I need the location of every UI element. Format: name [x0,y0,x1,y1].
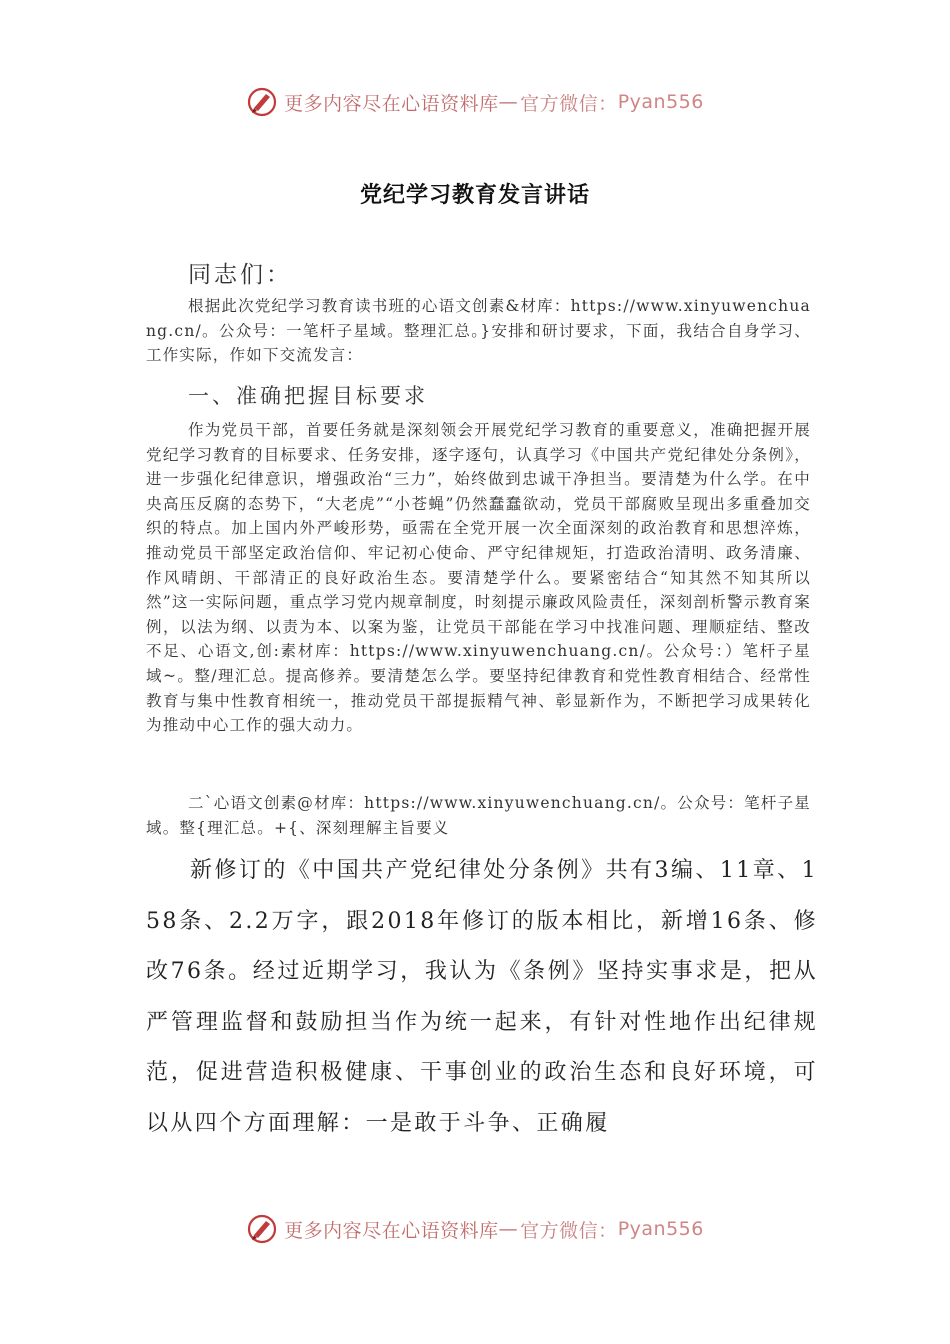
banner-wechat-id: Pyan556 [617,1218,704,1240]
section-1-paragraph: 作为党员干部，首要任务就是深刻领会开展党纪学习教育的重要意义，准确把握开展党纪学习教育的目标要求、任务安排，逐字逐句，认真学习《中国共产党纪律处分条例》，进一步强化纪律意识，增强政治“三力”，始终做到忠诚干净担当。要清楚为什么学。在中央高压反腐的态势下，“大老虎”“小苍蝇”仍然蠢蠢欲动，党员干部腐败呈现出多重叠加交织的特点。加上国内外严峻形势，亟需在全党开展一次全面深刻的政治教育和思想淬炼，推动党员干部坚定政治信仰、牢记初心使命、严守纪律规矩，打造政治清明、政务清廉、作风晴朗、干部清正的良好政治生态。要清楚学什么。要紧密结合“知其然不知其所以然”这一实际问题，重点学习党内规章制度，时刻提示廉政风险责任，深刻剖析警示教育案例，以法为纲、以责为本、以案为鉴，让党员干部能在学习中找准问题、理顺症结、整改不足、心语文,创:素材库：https://www.xinyuwenchuang.cn/。公众号：）笔杆子星域~。整/理汇总。提高修养。要清楚怎么学。要坚持纪律教育和党性教育相结合、经常性教育与集中性教育相统一，推动党员干部提振精气神、彰显新作为，不断把学习成果转化为推动中心工作的强大动力。 [146,421,811,735]
banner-main-text: 更多内容尽在心语资料库 [284,1219,499,1242]
section-2-heading-paragraph: 二`心语文创素@材库：https://www.xinyuwenchuang.cn/。公众号：笔杆子星域。整{理汇总。+{、深刻理解主旨要义 [146,794,811,837]
pen-logo-icon [246,86,278,118]
greeting: 同志们： [188,262,292,288]
banner-dash: — [498,1218,519,1240]
intro-paragraph: 根据此次党纪学习教育读书班的心语文创素&材库：https://www.xinyuwenchuang.cn/。公众号：一笔杆子星域。整理汇总。}安排和研讨要求，下面，我结合自身学习、工作实际，作如下交流发言： [146,297,811,365]
banner-dash: — [498,91,519,113]
pen-logo-icon [246,1213,278,1245]
main-body-paragraph: 新修订的《中国共产党纪律处分条例》共有3编、11章、158条、2.2万字，跟2018年修订的版本相比，新增16条、修改76条。经过近期学习，我认为《条例》坚持实事求是，把从严管理监督和鼓励担当作为统一起来，有针对性地作出纪律规范，促进营造积极健康、干事创业的政治生态和良好环境，可以从四个方面理解：一是敢于斗争、正确履 [146,858,818,1136]
banner-wechat-label: 官方微信： [520,92,618,115]
banner-wechat-label: 官方微信： [520,1219,618,1242]
section-1-heading: 一、准确把握目标要求 [188,384,428,408]
header-watermark-banner [0,82,950,122]
document-title: 党纪学习教育发言讲话 [359,182,590,208]
banner-main-text: 更多内容尽在心语资料库 [284,92,499,115]
footer-watermark-banner [0,1209,950,1249]
banner-wechat-id: Pyan556 [617,91,704,113]
